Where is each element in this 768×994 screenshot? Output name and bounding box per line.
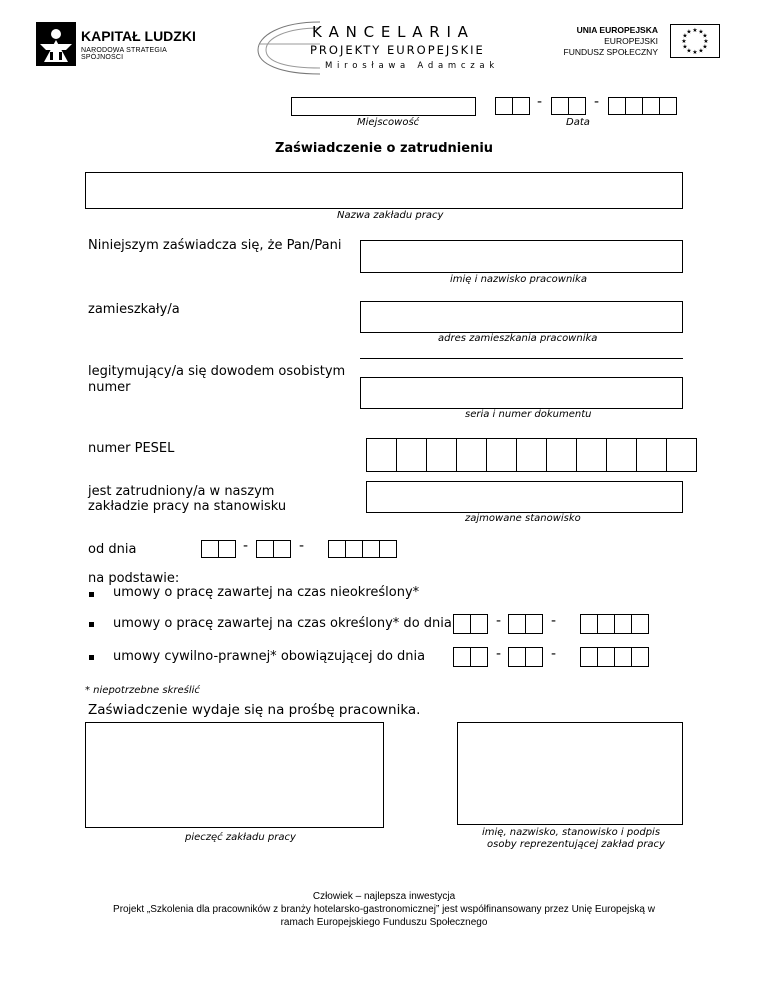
date-caption: Data [566,117,590,128]
date-cell[interactable] [597,614,615,634]
date-cell[interactable] [625,97,643,115]
date-month-field[interactable] [551,97,585,115]
from-year-field[interactable] [328,540,396,558]
pesel-cell[interactable] [516,438,547,472]
request-text: Zaświadczenie wydaje się na prośbę pracownika. [88,702,421,718]
id-caption: seria i numer dokumentu [465,409,592,420]
date-cell[interactable] [470,647,488,667]
bullet-icon [89,592,94,597]
date-cell[interactable] [551,97,569,115]
date-dash: - [551,613,557,629]
divider-line [360,358,683,359]
svg-text:★: ★ [681,38,687,45]
id-text-line1: legitymujący/a się dowodem osobistym [88,364,346,379]
date-cell[interactable] [614,647,632,667]
pesel-field[interactable] [366,438,696,472]
date-cell[interactable] [508,647,526,667]
svg-text:★: ★ [682,43,688,51]
address-caption: adres zamieszkania pracownika [438,333,598,344]
date-cell[interactable] [508,614,526,634]
pesel-cell[interactable] [636,438,667,472]
svg-text:★: ★ [682,32,688,40]
date-day-field[interactable] [495,97,529,115]
pesel-cell[interactable] [666,438,697,472]
position-field[interactable] [366,481,683,513]
employer-name-field[interactable] [85,172,683,209]
svg-text:★: ★ [686,47,692,55]
date-dash: - [299,538,305,554]
employee-name-field[interactable] [360,240,683,273]
basis2-month-field[interactable] [508,614,542,634]
date-dash: - [537,94,543,110]
certify-text: Niniejszym zaświadcza się, że Pan/Pani [88,238,342,253]
pesel-cell[interactable] [456,438,487,472]
date-cell[interactable] [218,540,236,558]
footnote: * niepotrzebne skreślić [85,685,200,696]
from-date-text: od dnia [88,542,137,557]
basis-item-3: umowy cywilno-prawnej* obowiązującej do dnia [113,649,426,664]
svg-text:★: ★ [703,38,709,45]
date-cell[interactable] [495,97,513,115]
signature-caption-line1: imię, nazwisko, stanowisko i podpis [482,827,661,838]
bullet-icon [89,622,94,627]
basis-item-1: umowy o pracę zawartej na czas nieokreślony* [113,585,420,600]
eu-line3: FUNDUSZ SPOŁECZNY [563,47,658,57]
date-cell[interactable] [362,540,380,558]
stamp-caption: pieczęć zakładu pracy [185,832,296,843]
kancelaria-line3: M i r o s ł a w a A d a m c z a k [325,61,496,71]
employer-caption: Nazwa zakładu pracy [337,210,444,221]
resident-text: zamieszkały/a [88,302,180,317]
name-caption: imię i nazwisko pracownika [450,274,587,285]
date-cell[interactable] [580,647,598,667]
basis-text: na podstawie: [88,571,180,586]
basis3-year-field[interactable] [580,647,648,667]
pesel-cell[interactable] [366,438,397,472]
signature-field[interactable] [457,722,683,825]
pesel-cell[interactable] [546,438,577,472]
svg-text:★: ★ [702,43,708,51]
date-cell[interactable] [631,647,649,667]
employed-text-line1: jest zatrudniony/a w naszym [88,484,275,499]
kancelaria-line2: PROJEKTY EUROPEJSKIE [310,43,485,57]
date-cell[interactable] [328,540,346,558]
pesel-cell[interactable] [396,438,427,472]
date-cell[interactable] [642,97,660,115]
kapital-title: KAPITAŁ LUDZKI [81,28,196,44]
kapital-ludzki-logo [36,22,206,66]
date-dash: - [496,646,502,662]
basis3-day-field[interactable] [453,647,487,667]
svg-text:★: ★ [698,47,704,55]
date-cell[interactable] [379,540,397,558]
basis2-day-field[interactable] [453,614,487,634]
pesel-cell[interactable] [426,438,457,472]
footer-line2: Projekt „Szkolenia dla pracowników z branży hotelarsko-gastronomicznej” jest współfinansowany przez Unię Europejską w [113,904,655,915]
date-cell[interactable] [345,540,363,558]
footer-line1: Człowiek – najlepsza inwestycja [312,891,456,902]
address-field[interactable] [360,301,683,333]
kancelaria-line1: K A N C E L A R I A [312,23,469,41]
date-dash: - [594,94,600,110]
date-cell[interactable] [525,614,543,634]
eu-line1: UNIA EUROPEJSKA [576,25,658,35]
stamp-field[interactable] [85,722,384,828]
place-field[interactable] [291,97,476,116]
from-day-field[interactable] [201,540,235,558]
kapital-ludzki-emblem-icon [36,22,76,66]
svg-text:★: ★ [702,32,708,40]
pesel-text: numer PESEL [88,441,175,456]
date-dash: - [243,538,249,554]
date-cell[interactable] [597,647,615,667]
date-dash: - [496,613,502,629]
id-document-field[interactable] [360,377,683,409]
date-cell[interactable] [453,614,471,634]
id-text-line2: numer [88,380,131,395]
basis3-month-field[interactable] [508,647,542,667]
date-cell[interactable] [659,97,677,115]
date-cell[interactable] [256,540,274,558]
svg-text:★: ★ [692,49,698,56]
date-cell[interactable] [568,97,586,115]
date-cell[interactable] [631,614,649,634]
footer-line3: ramach Europejskiego Funduszu Społecznego [280,917,488,928]
basis2-year-field[interactable] [580,614,648,634]
date-cell[interactable] [525,647,543,667]
date-cell[interactable] [201,540,219,558]
svg-text:★: ★ [698,28,704,36]
bullet-icon [89,655,94,660]
date-cell[interactable] [512,97,530,115]
signature-caption-line2: osoby reprezentującej zakład pracy [487,839,665,850]
basis-item-2: umowy o pracę zawartej na czas określony* do dnia [113,616,452,631]
date-dash: - [551,646,557,662]
eu-flag-icon [670,24,720,58]
pesel-cell[interactable] [606,438,637,472]
kapital-subtitle: NARODOWA STRATEGIA SPÓJNOŚCI [81,47,167,61]
svg-text:★: ★ [686,28,692,36]
employed-text-line2: zakładzie pracy na stanowisku [88,499,287,514]
date-cell[interactable] [453,647,471,667]
from-month-field[interactable] [256,540,290,558]
date-cell[interactable] [608,97,626,115]
date-cell[interactable] [614,614,632,634]
svg-text:★: ★ [692,27,698,34]
document-title: Zaświadczenie o zatrudnieniu [274,141,494,156]
kancelaria-logo [250,18,500,78]
date-cell[interactable] [273,540,291,558]
place-caption: Miejscowość [357,117,420,128]
date-cell[interactable] [470,614,488,634]
date-cell[interactable] [580,614,598,634]
date-year-field[interactable] [608,97,676,115]
pesel-cell[interactable] [576,438,607,472]
eu-logo [563,22,730,62]
position-caption: zajmowane stanowisko [465,513,581,524]
pesel-cell[interactable] [486,438,517,472]
eu-line2: EUROPEJSKI [604,36,658,46]
